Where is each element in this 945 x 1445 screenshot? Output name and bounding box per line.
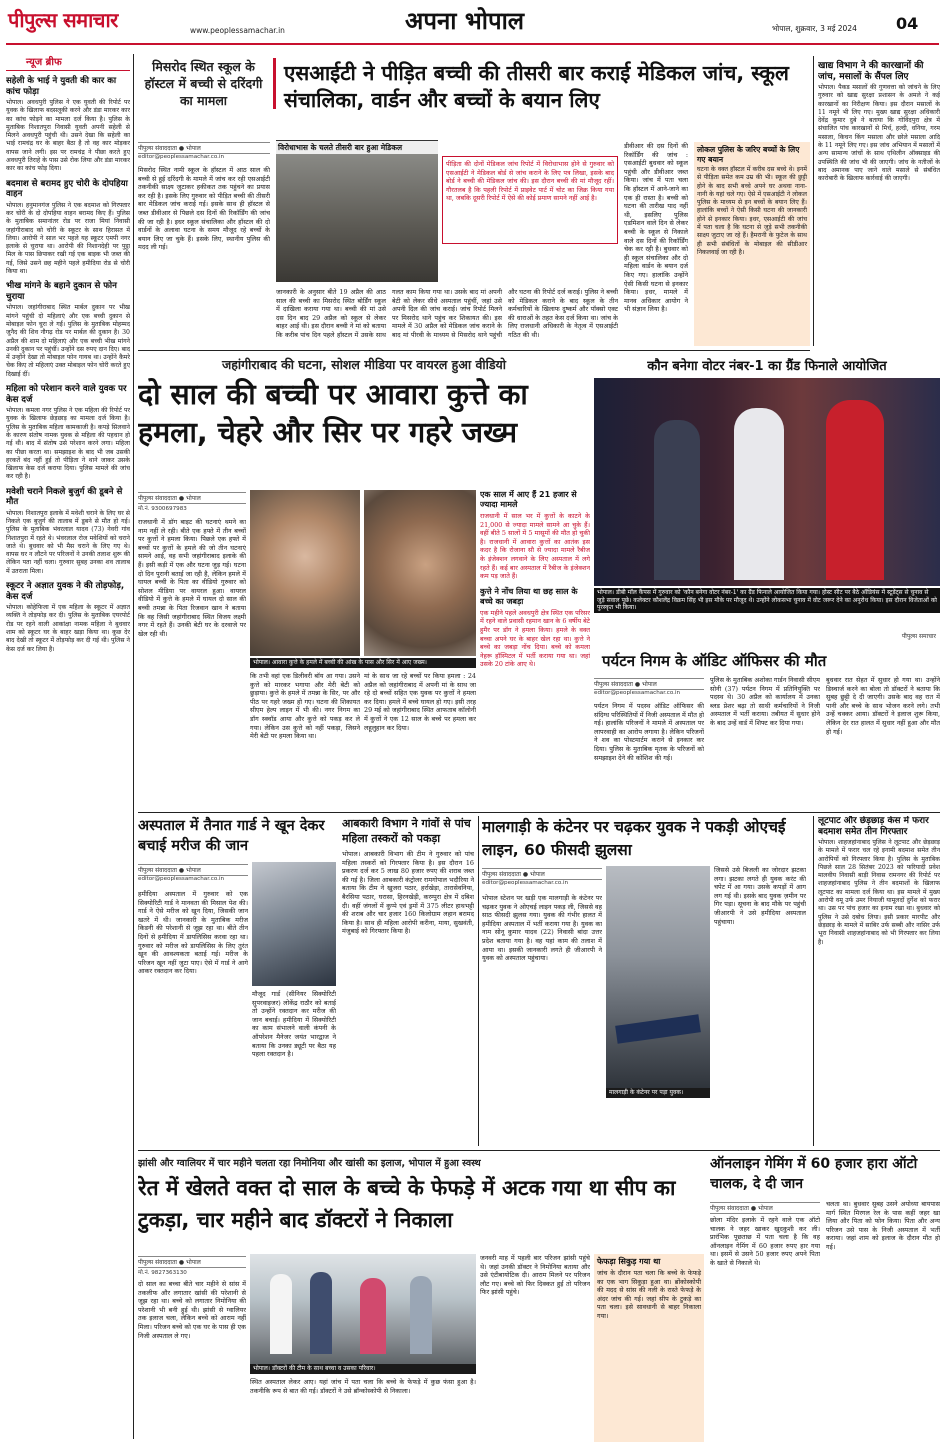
seed-story-photo-caption: भोपाल। डॉक्टरों की टीम के साथ बच्चा व उसका परिवार।	[250, 1364, 476, 1374]
excise-story-headline: आबकारी विभाग ने गांवों से पांच महिला तस्करों को पकड़ा	[342, 817, 471, 845]
brief-item: महिला को परेशान करने वाले युवक पर केस दर्ज भोपाल। कमला नगर पुलिस ने एक महिला की रिपोर्ट पर युवक के खिलाफ छेड़छाड़ का मामला दर्ज किया है। पुलिस के मुताबिक महिला कामकाजी है। कपड़े सिलवाने के कारण संतोष नामक युवक से महिला की पहचान हो गई थी। बाद में संतोष उसे परेशान करने लगा। महिला का पीछा करता था। समझाइश के बाद भी जब उसकी हरकतें बंद नहीं हुई तो पीड़िता ने थाने जाकर उसके खिलाफ केस दर्ज कराया दिया। पुलिस मामले की जांच कर रही है।	[6, 384, 130, 481]
voter-story-photo	[594, 378, 940, 586]
masthead	[0, 0, 945, 46]
top-story-col2: जानकारी के अनुसार बीते 19 अप्रैल की आठ साल की बच्ची का मिसरोद स्थित बोर्डिंग स्कूल में दाखिला कराया गया था। बच्ची की मां उसे दस दिन बाद 29 अप्रैल को स्कूल से लेकर बाहर आई थी। इस दौरान बच्ची ने मां को बताया कि करीब पांच दिन पहले हॉस्टल में उसके साथ गलत काम किया गया था। उसके बाद मां अपनी बेटी को लेकर सीधे अस्पताल पहुंचीं, जहां उसे अपनी दिल की जांच कराई। जांच रिपोर्ट मिलने पर मिसरोद थाने पहुंच कर शिकायत की। इस मामले में 30 अप्रैल को मेडिकल जांच कराने के बाद मां पीरवी के माध्यम से मिसरोद थाने पहुंची और घटना की रिपोर्ट दर्ज कराई। पुलिस ने बच्ची को मेडिकल कराने के बाद स्कूल के तीन कर्मचारियों के खिलाफ दुष्कर्म और पॉक्सो एक्ट की धाराओं के तहत केस दर्ज किया था। जांच के लिए राजधानी अधिकारी के नेतृत्व में एसआईटी गठित की थी।	[276, 288, 618, 339]
dog-story-kicker: जहांगीराबाद की घटना, सोशल मीडिया पर वायरल हुआ वीडियो	[221, 357, 507, 372]
gaming-story-headline: ऑनलाइन गेमिंग में 60 हजार हारा ऑटो चालक, दे दी जान	[710, 1156, 918, 1192]
dog-story-side: एक साल में आए हैं 21 हजार से ज्यादा मामले राजधानी में साल भर में कुत्तों के काटने के 21,000 से ज्यादा मामले सामने आ चुके हैं। वहीं बीते 5 सालों में 5 मासूमों की मौत हो चुकी है। राजधानी में आवारा कुत्तों का आतंक इस कदर है कि रोजाना सौ से ज्यादा मामले रैबीज के इंजेक्शन लगवाने के लिए अस्पताल में लगे रहते हैं। कई बार अस्पताल में रैबीज के इंजेक्शन कम पड़ जाते हैं। कुत्ते ने नोंच लिया था छह साल के बच्चे का जबड़ा एक महीने पहले अवधपुरी क्षेत्र स्थित एक परिसर में रहने वाले प्रवासी रहमान खान के 6 वर्षीय बेटे हुमैर पर डॉग ने हमला किया। हमले के वक्त बच्चा अपने घर के बाहर खेल रहा था। कुत्ते ने बच्चे का जबड़ा नोंच दिया। बच्चे को कमला नेहरू हॉस्पिटल में भर्ती कराया गया था। जहां उसके 20 टांके आए थे।	[480, 490, 590, 669]
page-number: 04	[896, 14, 919, 33]
tourism-story-col1: पर्यटन निगम में पदस्थ ऑडिट ऑफिसर की संदिग्ध परिस्थितियों में निजी अस्पताल में मौत हो गई। हालांकि परिजनों ने मामले में अस्पताल पर लापरवाही का आरोप लगाया है। लेकिन परिजनों ने शव का पोस्टमार्टम कराने से इनकार कर दिया। पुलिस के मुताबिक मृतक के परिजनों को समझाइश देने की कोशिश की गई।	[594, 702, 704, 762]
voter-story-headline: कौन बनेगा वोटर नंबर-1 का ग्रैंड फिनाले आयोजित	[647, 359, 887, 374]
dog-story-photo-2	[364, 490, 476, 656]
train-story-headline: मालगाड़ी के कंटेनर पर चढ़कर युवक ने पकड़ी ओएचई लाइन, 60 फीसदी झुलसा	[482, 818, 786, 859]
excise-story	[342, 816, 474, 1146]
train-story-caption: मालगाड़ी के कंटेनर पर पड़ा युवक।	[606, 1088, 710, 1098]
page-date: भोपाल, शुक्रवार, 3 मई 2024	[772, 24, 857, 33]
dog-story	[138, 354, 590, 810]
seed-story-col2: स्थित अस्पताल लेकर आए। यहां जांच में पता चला कि बच्चे के फेफड़े में कुछ फंसा हुआ है। तकनीकि रूप से बात की गई। डॉक्टरों ने उसे ब्रॉन्कोस्कोपी से निकाला।	[250, 1378, 476, 1395]
byline: पीपुल्स संवाददाता ● भोपाल	[482, 868, 602, 880]
news-brief-sidebar	[6, 54, 130, 1439]
dog-story-col2: कि तभी वहां एक डिलीवरी बॉय आ गया। उसने कुत्ते को मारकर भगाया और मेरी बेटी को छुड़ाया। कुत्ते के हमले में तमन्ना के सिर, पर और पीठ पर गहरे जख्म हो गए। घटना की शिकायत सीएम हेल्प लाइन में भी की। नगर निगम का डॉग स्क्वाॅड आया और कुत्ते को पकड़ कर ले गया। लेकिन उस कुत्ते को नहीं पकड़ा, जिसने मेरी बेटी पर हमला किया था।	[250, 672, 360, 741]
seed-story-kicker: झांसी और ग्वालियर में चार महीने चलता रहा निमोनिया और खांसी का इलाज, भोपाल में हुआ स्वस्थ	[138, 1158, 481, 1169]
email[interactable]: editor@peoplessamachar.co.in	[594, 690, 681, 696]
seed-story	[138, 1154, 704, 1442]
brief-item: बदमाश से बरामद हुए चोरी के दोपहिया वाहन भोपाल। हनुमानगंज पुलिस ने एक बदमाश को गिरफ्तार कर चोरी के दो दोपहिया वाहन बरामद किए हैं। पुलिस के मुताबिक समानांतर रोड पर राजा मियां निवासी जहांगीराबाद को चोरी के स्कूटर के साथ हिरासत में लिया। आरोपी ने साल भर पहले यह स्कूटर एमपी नगर इलाके से चुराया था। आरोपी की निशानदेही पर पुट्ठा मिल के पास छिपाकर रखी गई एक बाइक भी जब्त की गई, जिसे उसने छह महीने पहले हमीदिया रोड से चोरी किया था।	[6, 178, 130, 276]
right-sidebar-top	[818, 56, 940, 346]
mobile-number: मो.नं. 9300697983	[138, 506, 187, 512]
brief-item: खाद्य विभाग ने की कारखानों की जांच, मसालों के सैंपल लिए भोपाल। पैकड मसालों की गुणवत्ता को जांचने के लिए गुरुवार को खाद्य सुरक्षा प्रशासन के अमले ने कई कारखानों का निरीक्षण किया। इस दौरान मसालों के 11 नमूने भी लिए गए। मुख्य खाद्य सुरक्षा अधिकारी देवेंद्र कुमार दुबे ने बताया कि गोविंदपुरा क्षेत्र में संचालित पांच कारखानों से मिर्च, हल्दी, धनिया, गरम मसाला, किचन किंग मसाला और छोले मसाला आदि के 11 नमूने लिए गए। इस जांच अभियान में मसालों में अन्य सामान्य जांचों के साथ एथिलीन ऑक्साइड की उपस्थिति की जांच भी की जाएगी। जांच के नतीजों के बाद अमानक पाए जाने वाले मसाले से संबंधित कारोबारी के खिलाफ कार्रवाई की जाएगी।	[818, 61, 940, 183]
top-story	[138, 56, 810, 348]
top-story-col1: मिसरोद स्थित नामी स्कूल के हॉस्टल में आठ साल की बच्ची से हुई दरिंदगी के मामले में जांच कर रही एसआईटी तकनीकी साक्ष्य जुटाकर हकीकत तक पहुंचने का प्रयास कर रही है। इसके लिए गुरुवार को पीड़ित बच्ची की तीसरी बार मेडिकल जांच कराई गई। इसके साथ ही हॉस्टल से जब्त डीवीआर से पिछले दस दिनों की रिकॉर्डिंग की जांच की जा रही है। इधर स्कूल संचालिका और हॉस्टल की दो वार्डनों के अलावा घटना के समय मौजूद रहे बच्चों के बयान लिए जा चुके हैं। इसके लिए, स्थानीय पुलिस की मदद ली गई।	[138, 166, 270, 252]
tourism-story-col3: बुधवार रात सेहत में सुधार हो गया था। उन्होंने डिस्चार्ज करने का बोला तो डॉक्टरों ने बताया कि सुबह छुट्टी दे दी जाएगी। उसके बाद वह रात में पानी और बच्चे के साथ भोजन करने लगे। तभी उन्हें चक्कर आया। डॉक्टरों ने इलाज शुरू किया, लेकिन देर रात हालत में सुधार नहीं हुआ और मौत हो गई।	[826, 676, 940, 736]
voter-story-caption: भोपाल। डीबी मॉल कैंपस में गुरुवार को 'कौन बनेगा वोटर नंबर-1' का ग्रैंड फिनाले आयोजित किया गया। होस्ट सीट पर बैठे ऑडियंस में स्टूडेंट्स से चुनाव से जुड़े सवाल पूछे। कलेक्टर कौशलेंद्र विक्रम सिंह भी इस मौके पर मौजूद थे। उन्होंने लोकसभा चुनाव में वोट जरूर देने का अनुरोध किया। इस दौरान विजेताओं को पुरस्कृत भी किया।	[594, 588, 940, 613]
tourism-story-col2: पुलिस के मुताबिक अशोका गार्डन निवासी सीएम सोनी (37) पर्यटन निगम में प्रतिनियुक्ति पर पदस्थ थे। 30 अप्रैल को कार्यालय में उनका ब्लड प्रेशर बढ़ा तो साथी कर्मचारियों ने निजी अस्पताल में भर्ती कराया। तबीयत में सुधार होने के बाद उन्हें वार्ड में शिफ्ट कर दिया गया।	[710, 676, 820, 727]
gaming-story	[710, 1154, 940, 1442]
top-story-box-title: विरोधाभास के चलते तीसरी बार हुआ मेडिकल	[276, 140, 438, 155]
right-sidebar-bottom	[818, 816, 940, 1146]
train-story-photo	[606, 866, 710, 1088]
guard-story-photo-text: मौजूद गार्ड (सीनियर सिक्योरिटी सुपरवाइजर) लोकेंद्र राठौर को बताई तो उन्होंने रक्तदान कर मरीज की जान बचाई। हमीदिया में सिक्योरिटी का काम संभालने वाली कंपनी के ऑपरेशन मैनेजर जयंत भारद्वाज ने बताया कि उनका ड्यूटी पर बैठा यह पहला रक्तदान है।	[252, 990, 336, 1059]
brief-item: भीख मांगने के बहाने दुकान से फोन चुराया भोपाल। जहांगीराबाद स्थित मार्बल दुकान पर भीख मांगने पहुंची दो महिलाएं और एक बच्ची दुकान से मोबाइल फोन चुरा ले गईं। पुलिस के मुताबिक मोहम्मद जुनैद की शिव नौगढ़ रोड पर मार्बल की दुकान है। 30 अप्रैल की शाम दो महिलाएं और एक बच्ची भीख मांगने उनकी दुकान पर पहुंचीं। उन्होंने दस रुपए दान दिए। बाद में उन्होंने देखा तो मोबाइल फोन गायब था। उन्होंने कैमरे चेक किए तो महिलाएं उक्त मोबाइल फोन चोरी करते हुए दिखाई दीं।	[6, 281, 130, 378]
tourism-story-headline: पर्यटन निगम के ऑडिट ऑफिसर की मौत	[602, 652, 827, 670]
byline: पीपुल्स संवाददाता ● भोपाल	[138, 1256, 246, 1268]
top-story-photo	[276, 154, 438, 282]
section-title: अपना भोपाल	[405, 7, 525, 35]
guard-story-text: हमीदिया अस्पताल में गुरुवार को एक सिक्योरिटी गार्ड ने मानवता की मिसाल पेश की। गार्ड ने ऐसे मरीज को खून दिया, जिसकी जान खतरे में थी। जानकारी के मुताबिक मरीज किडनी की परेशानी से जूझ रहा था। बीते तीन दिनों से हमीदिया में डायलिसिस करवा रहा था। गुरुवार को मरीज को डायलिसिस के लिए तुरंत खून की आवश्यकता बताई गई। मरीज के परिजन खून नहीं जुटा पाए। ऐसे में गार्ड ने आगे आकर रक्तदान कर दिया।	[138, 890, 248, 976]
dog-story-headline: दो साल की बच्ची पर आवारा कुत्ते का हमला, चेहरे और सिर पर गहरे जख्म	[138, 378, 528, 449]
brief-item: लूटपाट और छेड़छाड़ केस में फरार बदमाश समेत तीन गिरफ्तार भोपाल। शाहजहांनाबाद पुलिस ने लूटपाट और छेड़छाड़ के मामले में फरार चल रहे इनामी बदमाश समेत तीन आरोपियों को गिरफ्तार किया है। पुलिस के मुताबिक पिछले साल 28 सितंबर 2023 को फरियादी प्रवेश मालवीय निवासी बाड़ी निवास रामनगर की रिपोर्ट पर शाहजहांनाबाद पुलिस ने तीन बदमाशों के खिलाफ लूटपाट का मामला दर्ज किया था। इस मामले में मुख्य आरोपी वमू उर्फ उमर नियाजी यामूलदों दुर्गेश को फरार था। उस पर पांच हजार का इनाम रखा था। बुधवार को पुलिस ने उसे दबोच लिया। इसी प्रकार मारपीट और छेड़छाड़ के मामले में साबिर उर्फ सब्बी और नासिर उर्फ भूरा निवासी शाहजहांनाबाद को भी गिरफ्तार कर लिया है।	[818, 816, 940, 946]
seed-story-side: फेफड़ा सिकुड़ गया था जांच के दौरान पता चला कि बच्चे के फेफड़े का एक भाग सिकुड़ा हुआ था। ब्रोंकोस्कोपी की मदद से सांस की नली के रास्ते फेफड़े के अंदर जांच की गई। जहां सीप के टुकड़े का पता चला। इसे सावधानी से बाहर निकाला गया।	[594, 1254, 704, 1442]
excise-story-text: भोपाल। आबकारी विभाग की टीम ने गुरुवार को पांच महिला तस्करों को गिरफ्तार किया है। इस दौरान 16 प्रकरण दर्ज कर 5 लाख 80 हजार रुपए की शराब जब्त की गई है। जिला आबकारी कंट्रोलर रामगोपाल भदौरिया ने बताया कि टीम ने खुजरा पठार, हर्राखेड़ा, तारासेवनिया, बैरसिया पठार, घरासा, हिरनखेड़ी, करम्पुरा क्षेत्र में दबिश दी। वहीं जंगलों में कुप्पे एवं ड्रमों में 375 लीटर हाथभट्टी की शराब और चार हजार 160 किलोग्राम लहान बरामद किया है। साथ ही महिला आरोपी करीना, माया, सुखवंती, मंजुबाई को गिरफ्तार किया है।	[342, 850, 474, 936]
news-brief-title: न्यूज ब्रीफ	[6, 54, 130, 71]
gaming-story-col1: छोला मंदिर इलाके में रहने वाले एक ऑटो चालक ने जहर खाकर खुदकुशी कर ली। प्रारंभिक पूछताछ में पता चला है कि वह ऑनलाइन गेमिंग में 60 हजार रुपए हार गया था। इसमें से उसने 50 हजार रुपए अपने पिता के खाते से निकाले थे।	[710, 1216, 820, 1267]
gaming-story-col2: चलता था। बुधवार सुबह उसने अयोध्या बायपास मार्ग स्थित मिरगल रेल के पास कहीं जहर खा लिया और पिता को फोन किया। पिता और अन्य परिजन उसे पास के निजी अस्पताल में भर्ती कराया। जहां शाम को इलाज के दौरान मौत हो गई।	[826, 1200, 940, 1251]
top-story-side-box: लोकल पुलिस के जरिए बच्चों के लिए गए बयान घटना के वक्त हॉस्टल में करीब दस बच्चे थे। इनमें से पीड़िता समेत कम उम्र की भी। स्कूल की छुट्टी होने के बाद सभी बच्चे अपने घर अथवा नाना-नानी के यहां चले गए। ऐसे में एसआईटी ने लोकल पुलिस के माध्यम से इन बच्चों के बयान लिए हैं। हालांकि बच्चों ने ऐसी किसी घटना की जानकारी होने से इनकार किया। इधर, एसआईटी की जांच में पता चला है कि घटना से जुड़े सभी तकनीकी साक्ष्य जुटाए जा रहे हैं। हैमरानी के फुटेज के साथ ही सभी संबंधितों के मोबाइल की सीडीआर निकलवाई जा रही है।	[694, 142, 810, 346]
seed-story-col3: जनवरी माह में पहली बार परिजन झांसी पहुंचे थे। जहां उनकी डॉक्टर ने निमोनिया बताया और उसे एंटीबायोटिक दी। आराम मिलने पर परिजन लौट गए। बच्चे को फिर दिक्कत हुई तो परिजन फिर झांसी पहुंचे।	[480, 1254, 590, 1297]
seed-story-photo	[250, 1254, 476, 1364]
email[interactable]: editor@peoplessamachar.co.in	[482, 880, 569, 886]
seed-story-headline: रेत में खेलते वक्त दो साल के बच्चे के फेफड़े में अटक गया था सीप का टुकड़ा, चार महीने बाद डॉक्टरों ने निकाला	[138, 1176, 676, 1232]
top-story-col9: डीवीआर की दस दिनों की रिकॉर्डिंग की जांच : एसआईटी बुधवार को स्कूल पहुंची और डीवीआर जब्त किया। जांच में पता चला कि हॉस्टल में आने-जाने का एक ही रास्ता है। बच्ची को घटना की तारीख याद नहीं थी, इसलिए पुलिस एडमिशन वाले दिन से लेकर बच्ची के स्कूल से निकाले वाले दस दिनों की रिकॉर्डिंग चेक कर रही है। बुधवार को ही स्कूल संचालिका और दो महिला वार्डन के बयान दर्ज किए गए। हालांकि उन्होंने ऐसी किसी घटना से इनकार किया। इधर, मामले में मानव अधिकार आयोग ने भी संज्ञान लिया है।	[624, 142, 688, 314]
voter-story-credit: पीपुल्स समाचार	[901, 633, 936, 640]
brief-item: सहेली के भाई ने युवती की कार का कांच फोड़ा भोपाल। अवधपुरी पुलिस ने एक युवती की रिपोर्ट पर युवक के खिलाफ बदसलूकी करने और डंडा मारकर कार का कांच फोड़ने का मामला दर्ज किया है। पुलिस के मुताबिक निशातपुरा निवासी युवती अपनी सहेली से मिलने अवधपुरी पहुंची थी। उसने देखा कि सहेली का भाई रामचंद्र घर के बाहर बैठा है तो वह कार मोड़कर वापस जाने लगी। इस पर रामचंद्र ने पीछा करते हुए अवधपुरी तिराहे के पास उसे रोक लिया और डंडा मारकर कार का कांच फोड़ दिया।	[6, 76, 130, 173]
email[interactable]: editor@peoplessamachar.co.in	[138, 876, 225, 882]
tourism-story	[594, 650, 940, 816]
dog-story-photo-caption: भोपाल। आवारा कुत्ते के हमले में बच्ची की आंख के पास और सिर में आए जख्म।	[250, 658, 476, 668]
masthead-url[interactable]: www.peoplessamachar.in	[190, 26, 285, 35]
mobile-number: मो.नं. 9827363130	[138, 1270, 187, 1276]
dog-story-col3: मां के साथ जा रहे बच्चों पर किया हमला : 24 अप्रैल को जहांगीराबाद में अपनी मां के साथ जा रहे दो बच्चों सहित एक युवक पर कुत्तों ने हमला कर दिया। हमले में बच्चे घायल हो गए। इसी तरह 29 मई को जहांगीराबाद स्थित आफताब कॉलोनी में कुत्तों ने एक 12 साल के बच्चे पर हमला कर लहूलुहान कर दिया।	[364, 672, 476, 732]
byline: पीपुल्स संवाददाता ● भोपाल	[710, 1202, 820, 1214]
email[interactable]: editor@peoplessamachar.co.in	[138, 154, 225, 160]
masthead-logo[interactable]: पीपुल्स समाचार	[8, 8, 118, 32]
train-story-col2: जिससे उसे बिजली का जोरदार झटका लगा। झटका लगते ही युवक करंट की चपेट में आ गया। उसके कपड़ों में आग लग गई थी। इसके बाद युवक ज़मीन पर गिर पड़ा। सूचना के बाद मौके पर पहुंची जीआरपी ने उसे हमीदिया अस्पताल पहुंचाया।	[714, 866, 806, 926]
seed-story-col1: दो साल का बच्चा बीते चार महीने से सांस में तकलीफ और लगातार खांसी की परेशानी से जूझ रहा था। बच्चे को लगातार निमोनिया की परेशानी भी बनी हुई थी। झांसी से ग्वालियर तक इलाज चला, लेकिन बच्चे को आराम नहीं मिला। परिजन बच्चे को एक घर के पास ही एक निजी अस्पताल ले गए।	[138, 1280, 246, 1340]
byline: पीपुल्स संवाददाता ● भोपाल	[138, 492, 246, 504]
brief-item: मवेशी चराने निकले बुजुर्ग की डूबने से मौत भोपाल। निशातपुरा इलाके में मवेशी चराने के लिए घर से निकले एक बुजुर्ग की तालाब में डूबने से मौत हो गई। पुलिस के मुताबिक भंवरलाल यादव (73) नेवरी गांव निशातपुरा में रहते थे। भंवरलाल रोज मवेशियों को चराने जाते थे। बुधवार को भी मैस चराने के लिए गए थे। वापस घर न लौटने पर परिजनों ने उनकी तलाश शुरू की लेकिन पता नहीं चला। गुरुवार सुबह उनका शव तालाब में उतराता मिला।	[6, 486, 130, 575]
guard-story-photo	[252, 862, 336, 986]
train-story-col1: भोपाल स्टेशन पर खड़ी एक मालगाड़ी के कंटेनर पर चढ़कर युवक ने ओएचई लाइन पकड़ ली, जिससे वह साठ फीसदी झुलस गया। युवक की गंभीर हालत में हमीदिया अस्पताल में भर्ती कराया गया है। युवक का नाम सोनू कुमार यादव (22) निवासी बांदा उत्तर प्रदेश बताया गया है। वह यहां काम की तलाश में आया था। इसकी जानकारी लगते ही जीआरपी ने युवक को अस्पताल पहुंचाया।	[482, 894, 602, 963]
dog-story-photo-1	[250, 490, 360, 656]
guard-story-headline: अस्पताल में तैनात गार्ड ने खून देकर बचाई मरीज की जान	[138, 818, 325, 854]
byline: पीपुल्स संवाददाता ● भोपाल	[594, 678, 704, 690]
top-story-headline: एसआईटी ने पीड़ित बच्ची की तीसरी बार कराई मेडिकल जांच, स्कूल संचालिका, वार्डन और बच्चों के बयान लिए	[284, 61, 789, 112]
top-story-kicker: मिसरोद स्थित स्कूल के हॉस्टल में बच्ची से दरिंदगी का मामला	[138, 58, 276, 109]
train-story	[482, 816, 806, 1146]
voter-story	[594, 354, 940, 644]
byline: पीपुल्स संवाददाता ● भोपाल	[138, 142, 270, 154]
brief-item: स्कूटर ने अज्ञात युवक ने की तोड़फोड़, केस दर्ज भोपाल। कोहेफिजा में एक महिला के स्कूटर में अज्ञात व्यक्ति ने तोड़फोड़ कर दी। पुलिस के मुताबिक एयरपोर्ट रोड पर रहने वाली आकांक्षा नामक महिला ने बुधवार शाम को स्कूटर घर के बाहर खड़ा किया था। कुछ देर बाद देखी तो स्कूटर में तोड़फोड़ कर दी गई थी। पुलिस ने केस दर्ज कर लिया है।	[6, 581, 130, 653]
top-story-box: पीड़िता की दोनों मेडिकल जांच रिपोर्ट में विरोधाभास होने से गुरुवार को एसआईटी ने मेडिकल बोर्ड से जांच कराने के लिए पत्र लिखा, इसके बाद बोर्ड ने बच्ची की मेडिकल जांच की। इस दौरान बच्ची की मां मौजूद रहीं। गौरतलब है कि पहली रिपोर्ट में प्राइवेट पार्ट में चोट का जिक्र किया गया था, जबकि दूसरी रिपोर्ट में ऐसे की कोई प्रमाण सामने नहीं आई है।	[442, 156, 618, 244]
dog-story-col1: राजधानी में डॉग बाइट की घटनाएं थमने का नाम नहीं ले रही। बीते एक हफ्ते में तीन बच्चों पर कुत्तों ने हमला किया। पिछले एक हफ्ते में बच्चों पर कुत्तों के हमले की जो तीन घटनाएं सामने आई, वह सभी जहांगीराबाद इलाके की हैं। इसी कड़ी में एक और घटना जुड़ गई। घटना दो दिन पुरानी बताई जा रही है, लेकिन हमले में घायल बच्ची के पिता का वीडियो गुरुवार को सोशल मीडिया पर वायरल हुआ। वायरल वीडियो में कुत्ते के हमले में घायल दो साल की बच्ची तमन्ना के पिता रिजवान खान ने बताया कि वह जिसी जहांगीराबाद स्थित विजय लक्ष्मी नगर में रहते हैं। उनकी बेटी घर के दरवाजे पर खेल रही थी।	[138, 518, 246, 638]
byline: पीपुल्स संवाददाता ● भोपाल	[138, 864, 248, 876]
